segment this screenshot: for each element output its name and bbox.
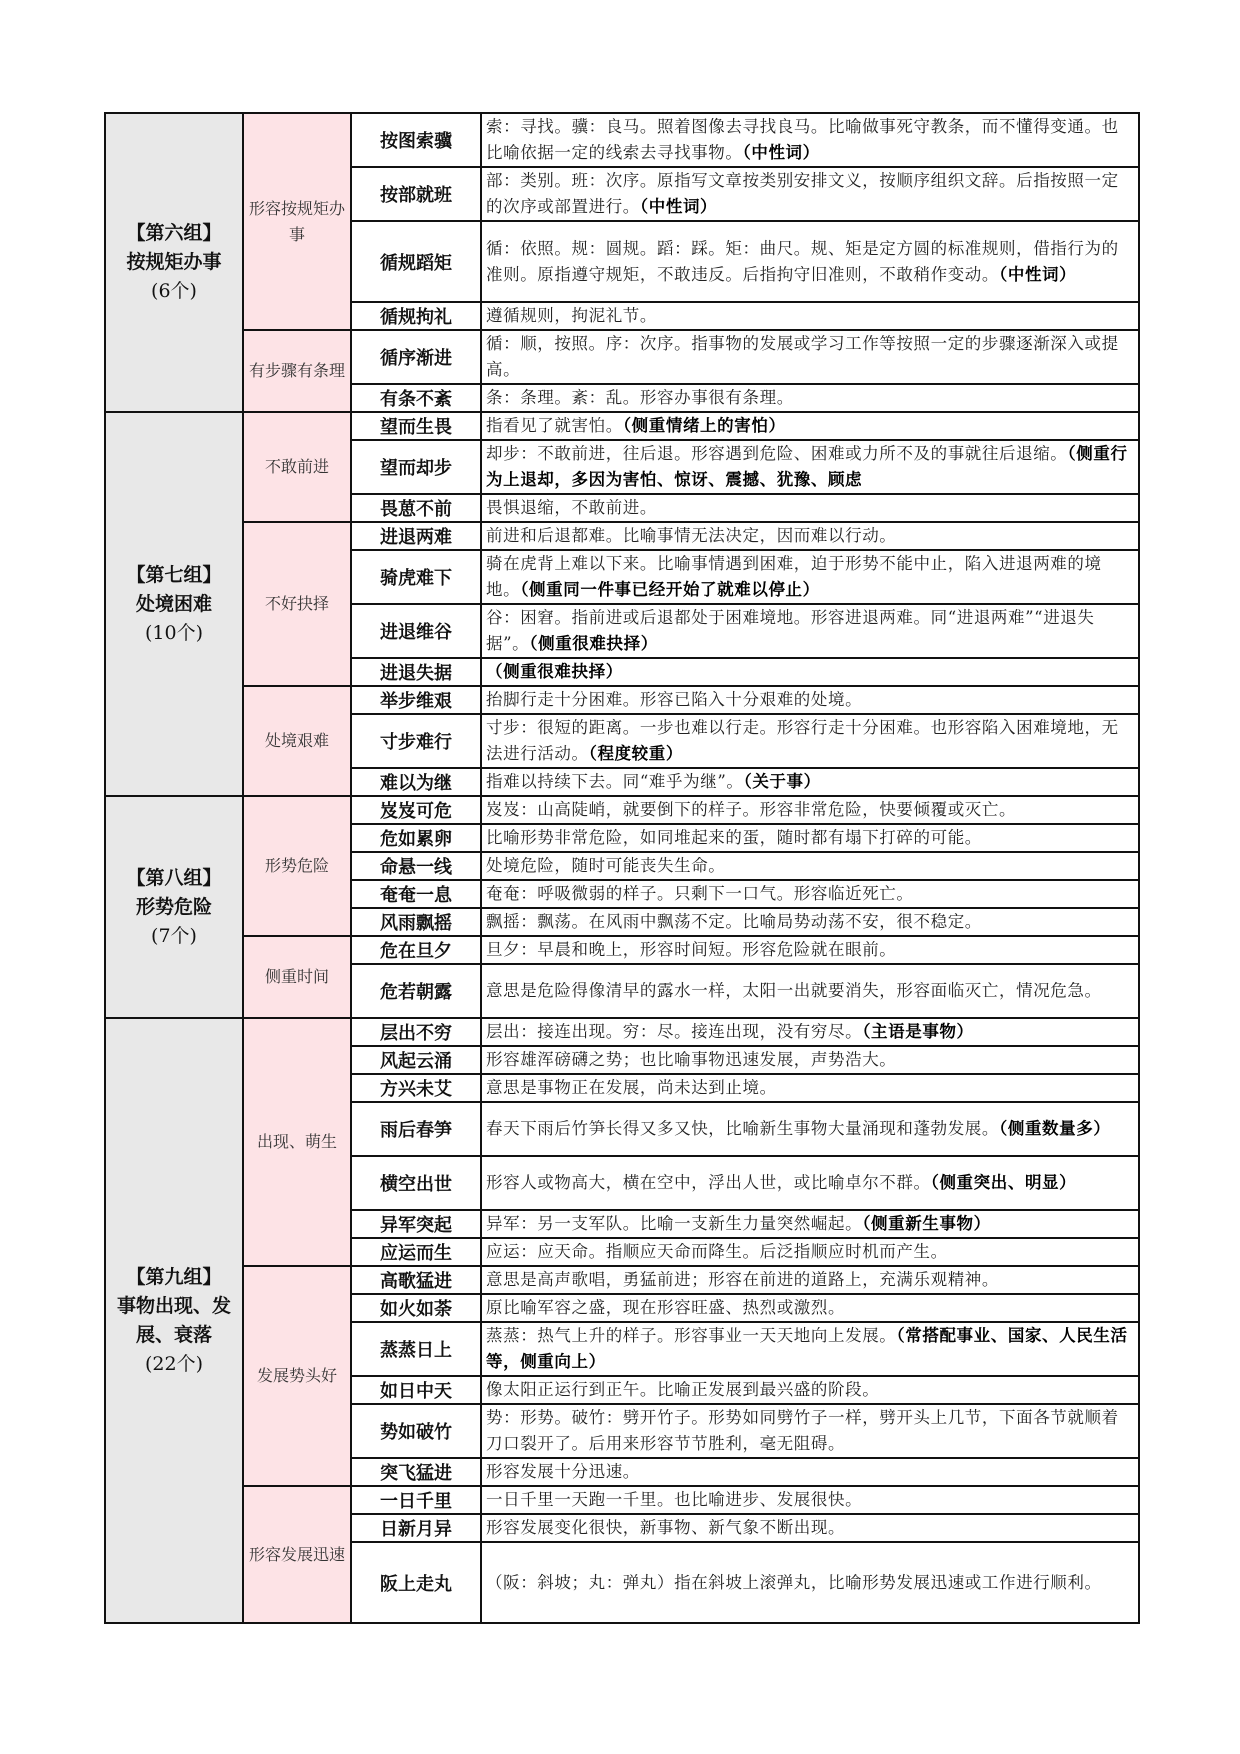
usage-note: （侧重情绪上的害怕）	[622, 416, 786, 435]
definition-text: 意思是危险得像清早的露水一样，太阳一出就要消失，形容面临灭亡，情况危急。	[486, 981, 1102, 1000]
definition-cell	[481, 658, 1139, 686]
definition-cell	[481, 221, 1139, 302]
definition-cell	[481, 686, 1139, 714]
group-subtitle: 形势危险	[135, 895, 212, 918]
usage-note: （侧重很难抉择）	[529, 634, 658, 653]
usage-note: （常搭配事业、国家、人民生活等，侧重向上）	[486, 1326, 1128, 1371]
definition-text: 遵循规则，拘泥礼节。	[486, 306, 657, 325]
definition-cell	[481, 440, 1139, 494]
definition-text: 层出：接连出现。穷：尽。接连出现，没有穷尽。	[486, 1022, 863, 1041]
definition-text: 意思是高声歌唱，勇猛前进；形容在前进的道路上，充满乐观精神。	[486, 1270, 999, 1289]
definition-cell	[481, 1322, 1139, 1376]
definition-text: 原比喻军容之盛，现在形容旺盛、热烈或激烈。	[486, 1298, 846, 1317]
definition-cell	[481, 1294, 1139, 1322]
idiom-cell: 势如破竹	[351, 1404, 481, 1458]
idiom-cell: 循规蹈矩	[351, 221, 481, 302]
idiom-cell: 按图索骥	[351, 113, 481, 167]
table-row	[105, 522, 1139, 550]
usage-note: （中性词）	[639, 197, 718, 216]
idiom-cell: 危若朝露	[351, 964, 481, 1018]
definition-text: 飘摇：飘荡。在风雨中飘荡不定。比喻局势动荡不安，很不稳定。	[486, 912, 982, 931]
subgroup-label: 不好抉择	[243, 522, 351, 686]
idiom-cell: 横空出世	[351, 1156, 481, 1210]
definition-text: 春天下雨后竹笋长得又多又快，比喻新生事物大量涌现和蓬勃发展。	[486, 1119, 999, 1138]
definition-cell	[481, 824, 1139, 852]
idiom-cell: 循序渐进	[351, 330, 481, 384]
definition-cell	[481, 412, 1139, 440]
group-title: 【第八组】	[126, 866, 222, 889]
definition-text: 索：寻找。骥：良马。照着图像去寻找良马。比喻做事死守教条，而不懂得变通。也比喻依据一定的线索去寻找事物。	[486, 117, 1119, 162]
group-title: 【第六组】	[126, 222, 222, 244]
idiom-cell: 畏葸不前	[351, 494, 481, 522]
idiom-cell: 一日千里	[351, 1486, 481, 1514]
definition-text: 形容发展十分迅速。	[486, 1462, 640, 1481]
definition-text: 抬脚行走十分困难。形容已陷入十分艰难的处境。	[486, 690, 863, 709]
idiom-cell: 难以为继	[351, 768, 481, 796]
usage-note: （侧重很难抉择）	[486, 662, 623, 681]
table-row	[105, 1018, 1139, 1046]
definition-text: 蒸蒸：热气上升的样子。形容事业一天天地向上发展。	[486, 1326, 897, 1345]
group-count: (10个)	[144, 621, 203, 644]
subgroup-label: 侧重时间	[243, 936, 351, 1018]
subgroup-label: 形容按规矩办事	[243, 113, 351, 330]
definition-cell	[481, 1376, 1139, 1404]
definition-text: 前进和后退都难。比喻事情无法决定，因而难以行动。	[486, 526, 897, 545]
definition-cell	[481, 796, 1139, 824]
idiom-cell: 如日中天	[351, 1376, 481, 1404]
definition-text: 形容雄浑磅礴之势；也比喻事物迅速发展，声势浩大。	[486, 1050, 897, 1069]
usage-note: （侧重突出、明显）	[930, 1173, 1077, 1192]
idiom-cell: 雨后春笋	[351, 1102, 481, 1156]
idiom-cell: 风雨飘摇	[351, 908, 481, 936]
definition-text: 骑在虎背上难以下来。比喻事情遇到困难，迫于形势不能中止，陷入进退两难的境地。	[486, 554, 1102, 599]
group-subtitle: 处境困难	[135, 592, 212, 615]
idiom-cell: 方兴未艾	[351, 1074, 481, 1102]
idiom-cell: 阪上走丸	[351, 1542, 481, 1623]
definition-cell	[481, 1514, 1139, 1542]
table-row	[105, 686, 1139, 714]
idiom-cell: 有条不紊	[351, 384, 481, 412]
definition-text: 形容发展变化很快，新事物、新气象不断出现。	[486, 1518, 846, 1537]
definition-cell	[481, 522, 1139, 550]
group-subtitle: 事物出现、发展、衰落	[116, 1294, 231, 1346]
definition-text: 旦夕：早晨和晚上，形容时间短。形容危险就在眼前。	[486, 940, 897, 959]
definition-text: 奄奄：呼吸微弱的样子。只剩下一口气。形容临近死亡。	[486, 884, 914, 903]
idiom-table	[104, 112, 1140, 1624]
idiom-cell: 举步维艰	[351, 686, 481, 714]
definition-text: 指看见了就害怕。	[486, 416, 623, 435]
group-title: 【第九组】	[126, 1265, 222, 1288]
table-row	[105, 936, 1139, 964]
idiom-cell: 骑虎难下	[351, 550, 481, 604]
idiom-cell: 层出不穷	[351, 1018, 481, 1046]
usage-note: （侧重行为上退却，多因为害怕、惊讶、震撼、犹豫、顾虑	[486, 444, 1128, 489]
group-subtitle: 按规矩办事	[126, 251, 222, 273]
group-count: (22个)	[144, 1352, 203, 1375]
group-header-cell	[105, 796, 243, 1018]
definition-text: 寸步：很短的距离。一步也难以行走。形容行走十分困难。也形容陷入困难境地，无法进行活动。	[486, 718, 1119, 763]
definition-cell	[481, 1486, 1139, 1514]
definition-text: 却步：不敢前进，往后退。形容遇到危险、困难或力所不及的事就往后退缩。	[486, 444, 1068, 463]
table-row	[105, 330, 1139, 384]
definition-text: 异军：另一支军队。比喻一支新生力量突然崛起。	[486, 1214, 863, 1233]
idiom-cell: 突飞猛进	[351, 1458, 481, 1486]
subgroup-label: 出现、萌生	[243, 1018, 351, 1266]
subgroup-label: 形势危险	[243, 796, 351, 936]
idiom-cell: 望而却步	[351, 440, 481, 494]
idiom-cell: 循规拘礼	[351, 302, 481, 330]
definition-text: 意思是事物正在发展，尚未达到止境。	[486, 1078, 777, 1097]
idiom-cell: 日新月异	[351, 1514, 481, 1542]
subgroup-label: 有步骤有条理	[243, 330, 351, 412]
definition-text: 形容人或物高大，横在空中，浮出人世，或比喻卓尔不群。	[486, 1173, 931, 1192]
definition-cell	[481, 330, 1139, 384]
definition-cell	[481, 604, 1139, 658]
idiom-cell: 按部就班	[351, 167, 481, 221]
usage-note: （中性词）	[742, 143, 820, 162]
definition-cell	[481, 1210, 1139, 1238]
definition-text: 一日千里一天跑一千里。也比喻进步、发展很快。	[486, 1490, 863, 1509]
idiom-cell: 高歌猛进	[351, 1266, 481, 1294]
definition-cell	[481, 1458, 1139, 1486]
definition-cell	[481, 494, 1139, 522]
definition-text: 岌岌：山高陡峭，就要倒下的样子。形容非常危险，快要倾覆或灭亡。	[486, 800, 1017, 819]
idiom-cell: 望而生畏	[351, 412, 481, 440]
definition-cell	[481, 1238, 1139, 1266]
definition-cell	[481, 768, 1139, 796]
table-row	[105, 1266, 1139, 1294]
definition-text: 条：条理。紊：乱。形容办事很有条理。	[486, 388, 794, 407]
definition-cell	[481, 113, 1139, 167]
definition-cell	[481, 852, 1139, 880]
definition-text: 比喻形势非常危险，如同堆起来的蛋，随时都有塌下打碎的可能。	[486, 828, 982, 847]
definition-text: 指难以持续下去。同“难乎为继”。	[486, 772, 744, 791]
group-count: (6个)	[151, 280, 197, 302]
idiom-cell: 危在旦夕	[351, 936, 481, 964]
idiom-cell: 岌岌可危	[351, 796, 481, 824]
usage-note: （侧重同一件事已经开始了就难以停止）	[520, 580, 820, 599]
definition-text: 势：形势。破竹：劈开竹子。形势如同劈竹子一样，劈开头上几节，下面各节就顺着刀口裂开了。后用来形容节节胜利，毫无阻碍。	[486, 1408, 1119, 1453]
subgroup-label: 处境艰难	[243, 686, 351, 796]
group-title: 【第七组】	[126, 563, 222, 586]
usage-note: （侧重新生事物）	[862, 1214, 991, 1233]
usage-note: （关于事）	[743, 772, 821, 791]
definition-cell	[481, 384, 1139, 412]
subgroup-label: 发展势头好	[243, 1266, 351, 1486]
definition-text: 畏惧退缩，不敢前进。	[486, 498, 657, 517]
definition-cell	[481, 1542, 1139, 1623]
definition-text: 循：顺，按照。序：次序。指事物的发展或学习工作等按照一定的步骤逐渐深入或提高。	[486, 334, 1119, 379]
idiom-cell: 命悬一线	[351, 852, 481, 880]
table-row	[105, 412, 1139, 440]
idiom-cell: 风起云涌	[351, 1046, 481, 1074]
definition-cell	[481, 1156, 1139, 1210]
idiom-cell: 寸步难行	[351, 714, 481, 768]
group-count: (7个)	[151, 924, 197, 947]
definition-text: 像太阳正运行到正午。比喻正发展到最兴盛的阶段。	[486, 1380, 880, 1399]
definition-cell	[481, 1046, 1139, 1074]
definition-cell	[481, 1404, 1139, 1458]
usage-note: （程度较重）	[588, 744, 683, 763]
definition-cell	[481, 1018, 1139, 1046]
definition-cell	[481, 714, 1139, 768]
group-header-cell	[105, 412, 243, 796]
idiom-cell: 危如累卵	[351, 824, 481, 852]
idiom-cell: 进退两难	[351, 522, 481, 550]
usage-note: （中性词）	[999, 264, 1077, 284]
idiom-cell: 如火如荼	[351, 1294, 481, 1322]
subgroup-label: 形容发展迅速	[243, 1486, 351, 1623]
idiom-cell: 进退维谷	[351, 604, 481, 658]
definition-text: （阪：斜坡；丸：弹丸）指在斜坡上滚弹丸，比喻形势发展迅速或工作进行顺利。	[486, 1572, 1102, 1592]
definition-text: 循：依照。规：圆规。蹈：踩。矩：曲尺。规、矩是定方圆的标准规则，借指行为的准则。原指遵守规矩，不敢违反。后指拘守旧准则，不敢稍作变动。	[486, 238, 1119, 284]
table-row	[105, 796, 1139, 824]
definition-cell	[481, 964, 1139, 1018]
idiom-cell: 奄奄一息	[351, 880, 481, 908]
definition-cell	[481, 302, 1139, 330]
definition-cell	[481, 167, 1139, 221]
subgroup-label: 不敢前进	[243, 412, 351, 522]
definition-text: 谷：困窘。指前进或后退都处于困难境地。形容进退两难。同“进退两难”“进退失据”。	[486, 608, 1095, 653]
definition-cell	[481, 1102, 1139, 1156]
definition-cell	[481, 1074, 1139, 1102]
table-row	[105, 113, 1139, 167]
definition-cell	[481, 880, 1139, 908]
idiom-cell: 异军突起	[351, 1210, 481, 1238]
definition-text: 部：类别。班：次序。原指写文章按类别安排文义，按顺序组织文辞。后指按照一定的次序或部置进行。	[486, 171, 1119, 216]
group-header-cell	[105, 1018, 243, 1623]
definition-cell	[481, 1266, 1139, 1294]
definition-text: 处境危险，随时可能丧失生命。	[486, 856, 726, 875]
usage-note: （侧重数量多）	[999, 1119, 1111, 1138]
idiom-cell: 应运而生	[351, 1238, 481, 1266]
definition-text: 应运：应天命。指顺应天命而降生。后泛指顺应时机而产生。	[486, 1242, 948, 1261]
group-header-cell	[105, 113, 243, 412]
idiom-cell: 进退失据	[351, 658, 481, 686]
definition-cell	[481, 550, 1139, 604]
idiom-cell: 蒸蒸日上	[351, 1322, 481, 1376]
definition-cell	[481, 908, 1139, 936]
usage-note: （主语是事物）	[862, 1022, 974, 1041]
definition-cell	[481, 936, 1139, 964]
table-row	[105, 1486, 1139, 1514]
